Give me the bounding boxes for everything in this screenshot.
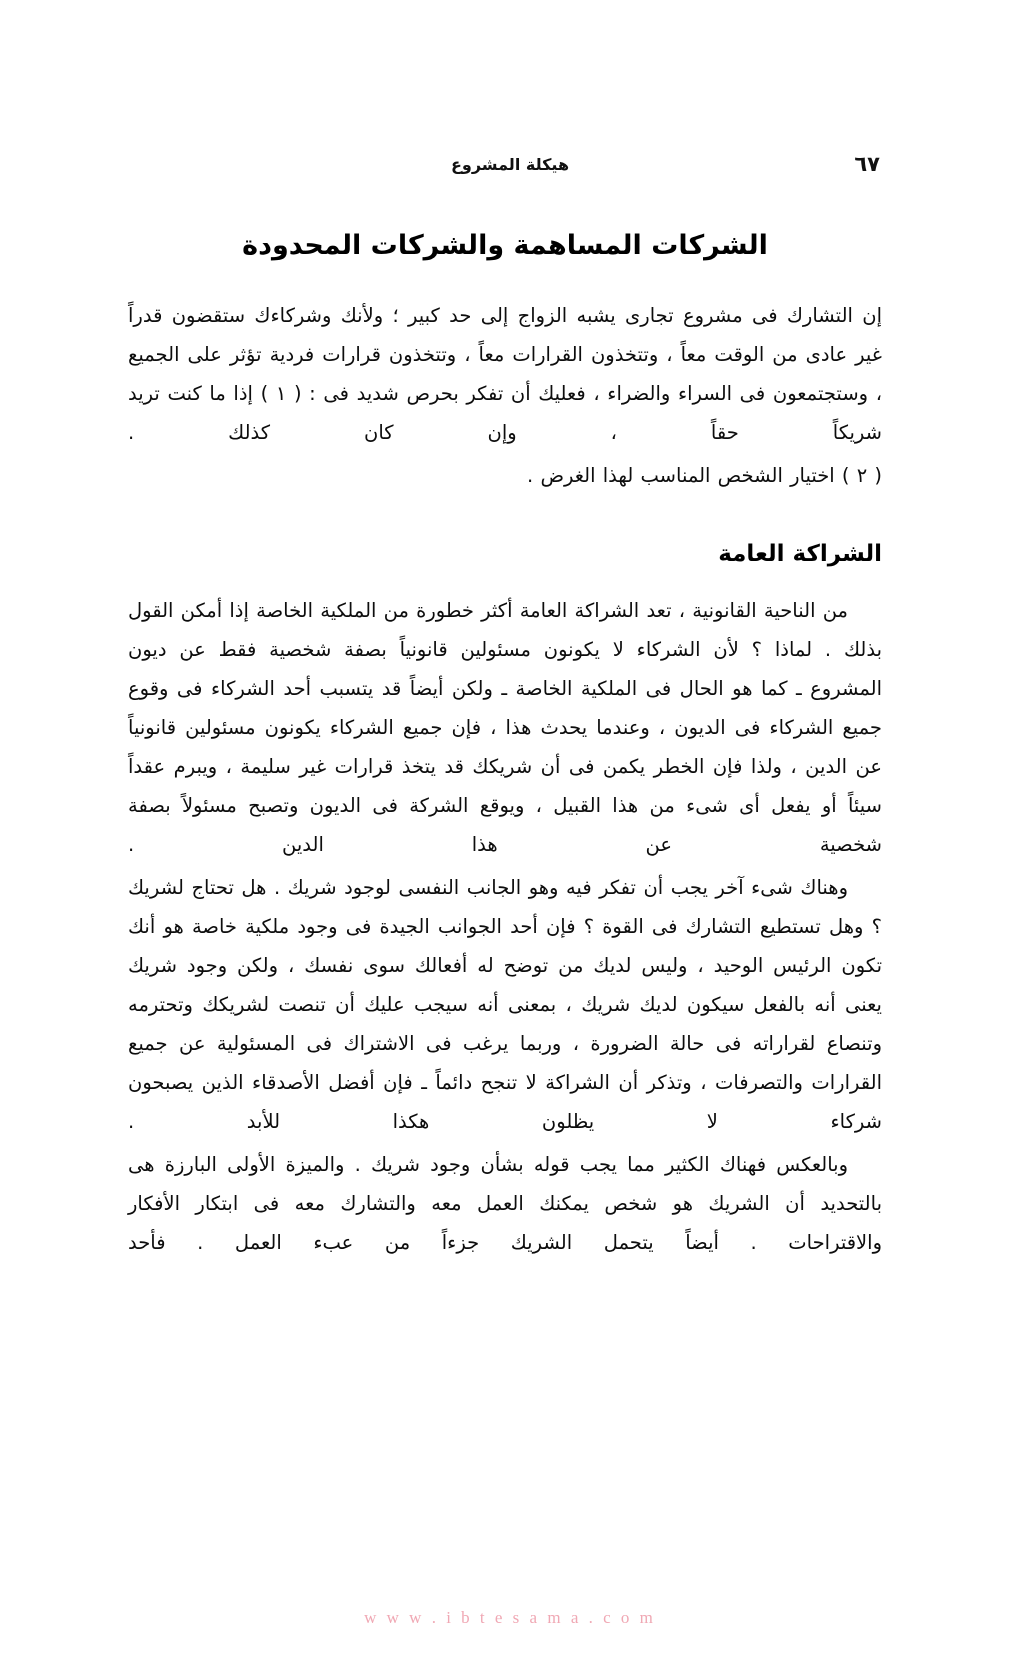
section-title: الشراكة العامة — [718, 541, 882, 568]
paragraph-3: وهناك شىء آخر يجب أن تفكر فيه وهو الجانب النفسى لوجود شريك . هل تحتاج لشريك ؟ وهل تستطيع التشارك فى القوة ؟ فإن أحد الجوانب الجيدة فى وجود ملكية خاصة هو أنك تكون الرئيس الوحيد ، وليس لديك من توضح له أفعالك سوى نفسك ، ولكن وجود شريك يعنى أنه بالفعل سيكون لديك شريك ، بمعنى أنه سيجب عليك أن تنصت لشريكك وتحترمه وتنصاع لقراراته فى حالة الضرورة ، وربما يرغب فى الاشتراك فى المسئولية عن جميع القرارات والتصرفات ، وتذكر أن الشراكة لا تنجح دائماً ـ فإن أفضل الأصدقاء الذين يصبحون شركاء لا يظلون هكذا للأبد . — [128, 875, 882, 1133]
page-number: ٦٧ — [854, 152, 880, 176]
paragraph-1-tail: ( ٢ ) اختيار الشخص المناسب لهذا الغرض . — [527, 464, 882, 488]
paragraph-1: إن التشارك فى مشروع تجارى يشبه الزواج إلى حد كبير ؛ ولأنك وشركاءك ستقضون قدراً غير عادى من الوقت معاً ، وتتخذون القرارات معاً ، وتتخذون قرارات فردية تؤثر على الجميع ، وستجتمعون فى السراء والضراء ، فعليك أن تفكر بحرص شديد فى : ( ١ ) إذا ما كنت تريد شريكاً حقاً ، وإن كان كذلك . — [128, 304, 882, 445]
running-head — [140, 152, 880, 182]
chapter-title: الشركات المساهمة والشركات المحدودة — [242, 230, 768, 261]
paragraph-2: من الناحية القانونية ، تعد الشراكة العامة أكثر خطورة من الملكية الخاصة إذا أمكن القول بذلك . لماذا ؟ لأن الشركاء لا يكونون مسئولين قانونياً بصفة شخصية فقط عن ديون المشروع ـ كما هو الحال فى الملكية الخاصة ـ ولكن أيضاً قد يتسبب أحد الشركاء فى وقوع جميع الشركاء فى الديون ، وعندما يحدث هذا ، فإن جميع الشركاء يكونون مسئولين قانونياً عن الدين ، ولذا فإن الخطر يكمن فى أن شريكك قد يتخذ قرارات غير سليمة ، ويبرم عقداً سيئاً أو يفعل أى شىء من هذا القبيل ، ويوقع الشركة فى الديون وتصبح مسئولاً بصفة شخصية عن هذا الدين . — [128, 598, 882, 856]
running-head-title: هيكلة المشروع — [450, 155, 570, 174]
page-content — [128, 230, 882, 1266]
paragraph-4: وبالعكس فهناك الكثير مما يجب قوله بشأن وجود شريك . والميزة الأولى البارزة هى بالتحديد أن الشريك هو شخص يمكنك العمل معه والتشارك معه فى ابتكار الأفكار والاقتراحات . أيضاً يتحمل الشريك جزءاً من عبء العمل . فأحد — [128, 1152, 882, 1254]
site-watermark: w w w . i b t e s a m a . c o m — [364, 1608, 656, 1627]
